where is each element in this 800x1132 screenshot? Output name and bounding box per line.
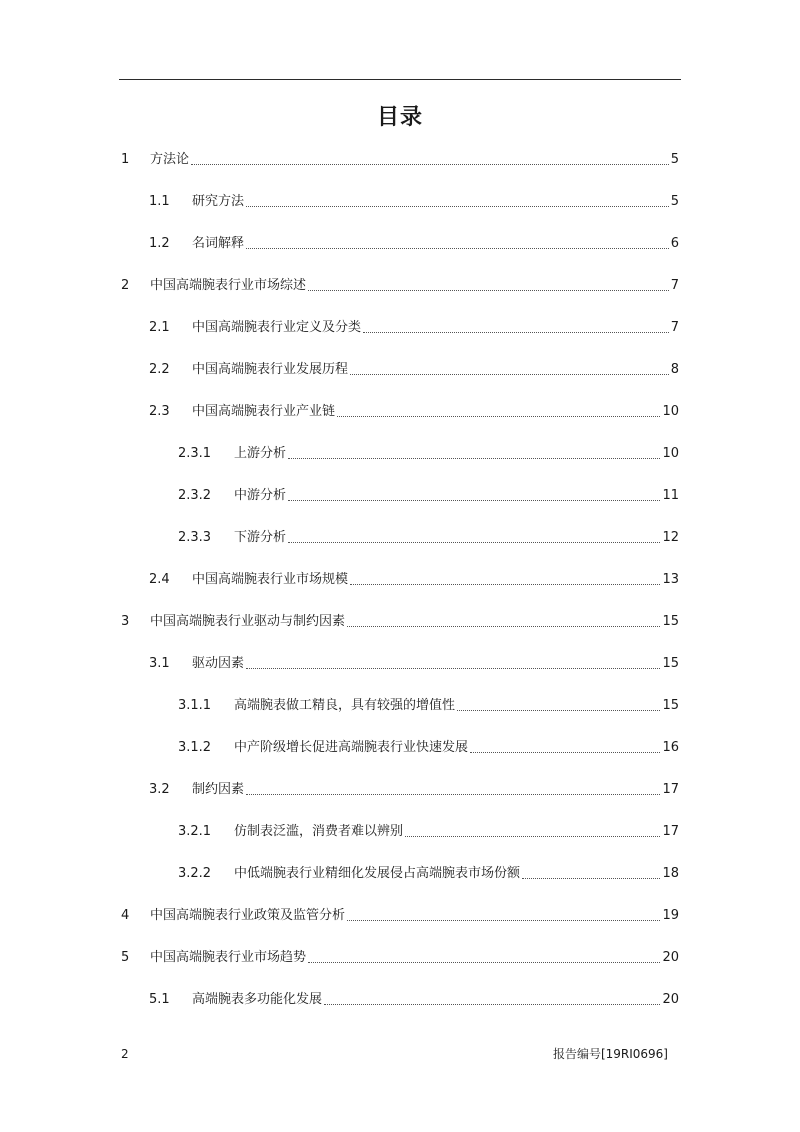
toc-entry-page: 7 [670, 278, 679, 293]
toc-dot-leader [191, 164, 669, 165]
toc-entry-page: 16 [662, 740, 679, 755]
toc-entry[interactable] [149, 570, 679, 590]
toc-entry-page: 5 [670, 194, 679, 209]
toc-entry-number: 1.1 [149, 194, 170, 209]
toc-entry[interactable] [121, 906, 679, 926]
toc-entry-page: 20 [662, 992, 679, 1007]
toc-entry-title: 研究方法 [192, 194, 245, 209]
toc-dot-leader [405, 836, 660, 837]
toc-entry-page: 10 [662, 404, 679, 419]
toc-entry-number: 2.3 [149, 404, 170, 419]
toc-entry-number: 1.2 [149, 236, 170, 251]
toc-entry[interactable] [178, 696, 679, 716]
toc-entry-page: 19 [662, 908, 679, 923]
toc-entry-page: 11 [662, 488, 679, 503]
toc-entry[interactable] [178, 738, 679, 758]
toc-entry[interactable] [178, 864, 679, 884]
toc-entry[interactable] [149, 990, 679, 1010]
toc-entry-number: 2.3.3 [178, 530, 212, 545]
footer-page-number: 2 [121, 1047, 129, 1061]
toc-entry[interactable] [149, 780, 679, 800]
toc-entry-title: 中游分析 [234, 488, 287, 503]
footer-report-code: 报告编号[19RI0696] [552, 1047, 668, 1061]
toc-entry-title: 中国高端腕表行业市场趋势 [150, 950, 307, 965]
toc-dot-leader [246, 794, 660, 795]
toc-entry[interactable] [121, 612, 679, 632]
toc-entry-title: 制约因素 [192, 782, 245, 797]
toc-entry-page: 17 [662, 824, 679, 839]
toc-entry-number: 3 [121, 614, 130, 629]
toc-entry-title: 中产阶级增长促进高端腕表行业快速发展 [234, 740, 469, 755]
toc-dot-leader [470, 752, 660, 753]
toc-entry[interactable] [178, 822, 679, 842]
header-rule [119, 79, 681, 80]
toc-entry-page: 10 [662, 446, 679, 461]
toc-entry-number: 5 [121, 950, 130, 965]
toc-entry-number: 2.3.1 [178, 446, 212, 461]
toc-entry[interactable] [178, 486, 679, 506]
toc-dot-leader [288, 542, 660, 543]
toc-dot-leader [246, 668, 660, 669]
toc-entry-number: 2.1 [149, 320, 170, 335]
toc-entry-page: 12 [662, 530, 679, 545]
toc-entry[interactable] [149, 192, 679, 212]
toc-dot-leader [246, 248, 669, 249]
toc-entry-number: 3.1.1 [178, 698, 212, 713]
toc-entry-page: 6 [670, 236, 679, 251]
toc-entry[interactable] [149, 318, 679, 338]
toc-entry-title: 中国高端腕表行业驱动与制约因素 [150, 614, 346, 629]
toc-entry-page: 17 [662, 782, 679, 797]
toc-entry-title: 中国高端腕表行业发展历程 [192, 362, 349, 377]
toc-entry[interactable] [149, 654, 679, 674]
toc-entry-number: 2.4 [149, 572, 170, 587]
toc-entry[interactable] [149, 360, 679, 380]
toc-entry-title: 仿制表泛滥，消费者难以辨别 [234, 824, 404, 839]
toc-entry-title: 中国高端腕表行业市场规模 [192, 572, 349, 587]
toc-dot-leader [363, 332, 669, 333]
toc-entry-page: 15 [662, 614, 679, 629]
toc-entry[interactable] [178, 444, 679, 464]
toc-dot-leader [288, 458, 660, 459]
toc-entry-number: 3.1.2 [178, 740, 212, 755]
toc-entry[interactable] [149, 402, 679, 422]
toc-dot-leader [457, 710, 660, 711]
toc-dot-leader [350, 374, 669, 375]
toc-entry-number: 3.2.2 [178, 866, 212, 881]
toc-entry-number: 2.2 [149, 362, 170, 377]
toc-entry[interactable] [121, 150, 679, 170]
toc-entry-page: 5 [670, 152, 679, 167]
toc-dot-leader [324, 1004, 660, 1005]
toc-entry-title: 高端腕表做工精良，具有较强的增值性 [234, 698, 456, 713]
toc-entry-title: 名词解释 [192, 236, 245, 251]
toc-dot-leader [347, 920, 660, 921]
toc-entry-title: 上游分析 [234, 446, 287, 461]
toc-dot-leader [347, 626, 660, 627]
toc-entry-page: 7 [670, 320, 679, 335]
toc-entry-number: 2.3.2 [178, 488, 212, 503]
toc-entry-page: 18 [662, 866, 679, 881]
toc-entry-number: 3.1 [149, 656, 170, 671]
toc-entry[interactable] [121, 276, 679, 296]
toc-dot-leader [350, 584, 660, 585]
toc-dot-leader [337, 416, 660, 417]
toc-entry-title: 中国高端腕表行业市场综述 [150, 278, 307, 293]
toc-entry-title: 中国高端腕表行业定义及分类 [192, 320, 362, 335]
toc-entry-page: 13 [662, 572, 679, 587]
toc-entry-title: 中国高端腕表行业产业链 [192, 404, 336, 419]
toc-entry-page: 15 [662, 698, 679, 713]
toc-dot-leader [246, 206, 669, 207]
toc-entry-page: 8 [670, 362, 679, 377]
toc-entry-page: 20 [662, 950, 679, 965]
toc-entry-number: 4 [121, 908, 130, 923]
toc-entry-number: 3.2 [149, 782, 170, 797]
toc-entry-number: 5.1 [149, 992, 170, 1007]
toc-entry-number: 2 [121, 278, 130, 293]
toc-dot-leader [522, 878, 660, 879]
toc-entry-title: 驱动因素 [192, 656, 245, 671]
toc-entry[interactable] [149, 234, 679, 254]
toc-dot-leader [288, 500, 660, 501]
toc-entry-title: 下游分析 [234, 530, 287, 545]
toc-entry-title: 中低端腕表行业精细化发展侵占高端腕表市场份额 [234, 866, 521, 881]
toc-dot-leader [308, 962, 660, 963]
toc-entry[interactable] [121, 948, 679, 968]
toc-entry-title: 方法论 [150, 152, 190, 167]
toc-entry-title: 中国高端腕表行业政策及监管分析 [150, 908, 346, 923]
toc-entry-number: 1 [121, 152, 130, 167]
toc-dot-leader [308, 290, 669, 291]
toc-entry-title: 高端腕表多功能化发展 [192, 992, 323, 1007]
toc-entry-page: 15 [662, 656, 679, 671]
toc-title: 目录 [376, 105, 423, 130]
toc-entry[interactable] [178, 528, 679, 548]
toc-entry-number: 3.2.1 [178, 824, 212, 839]
